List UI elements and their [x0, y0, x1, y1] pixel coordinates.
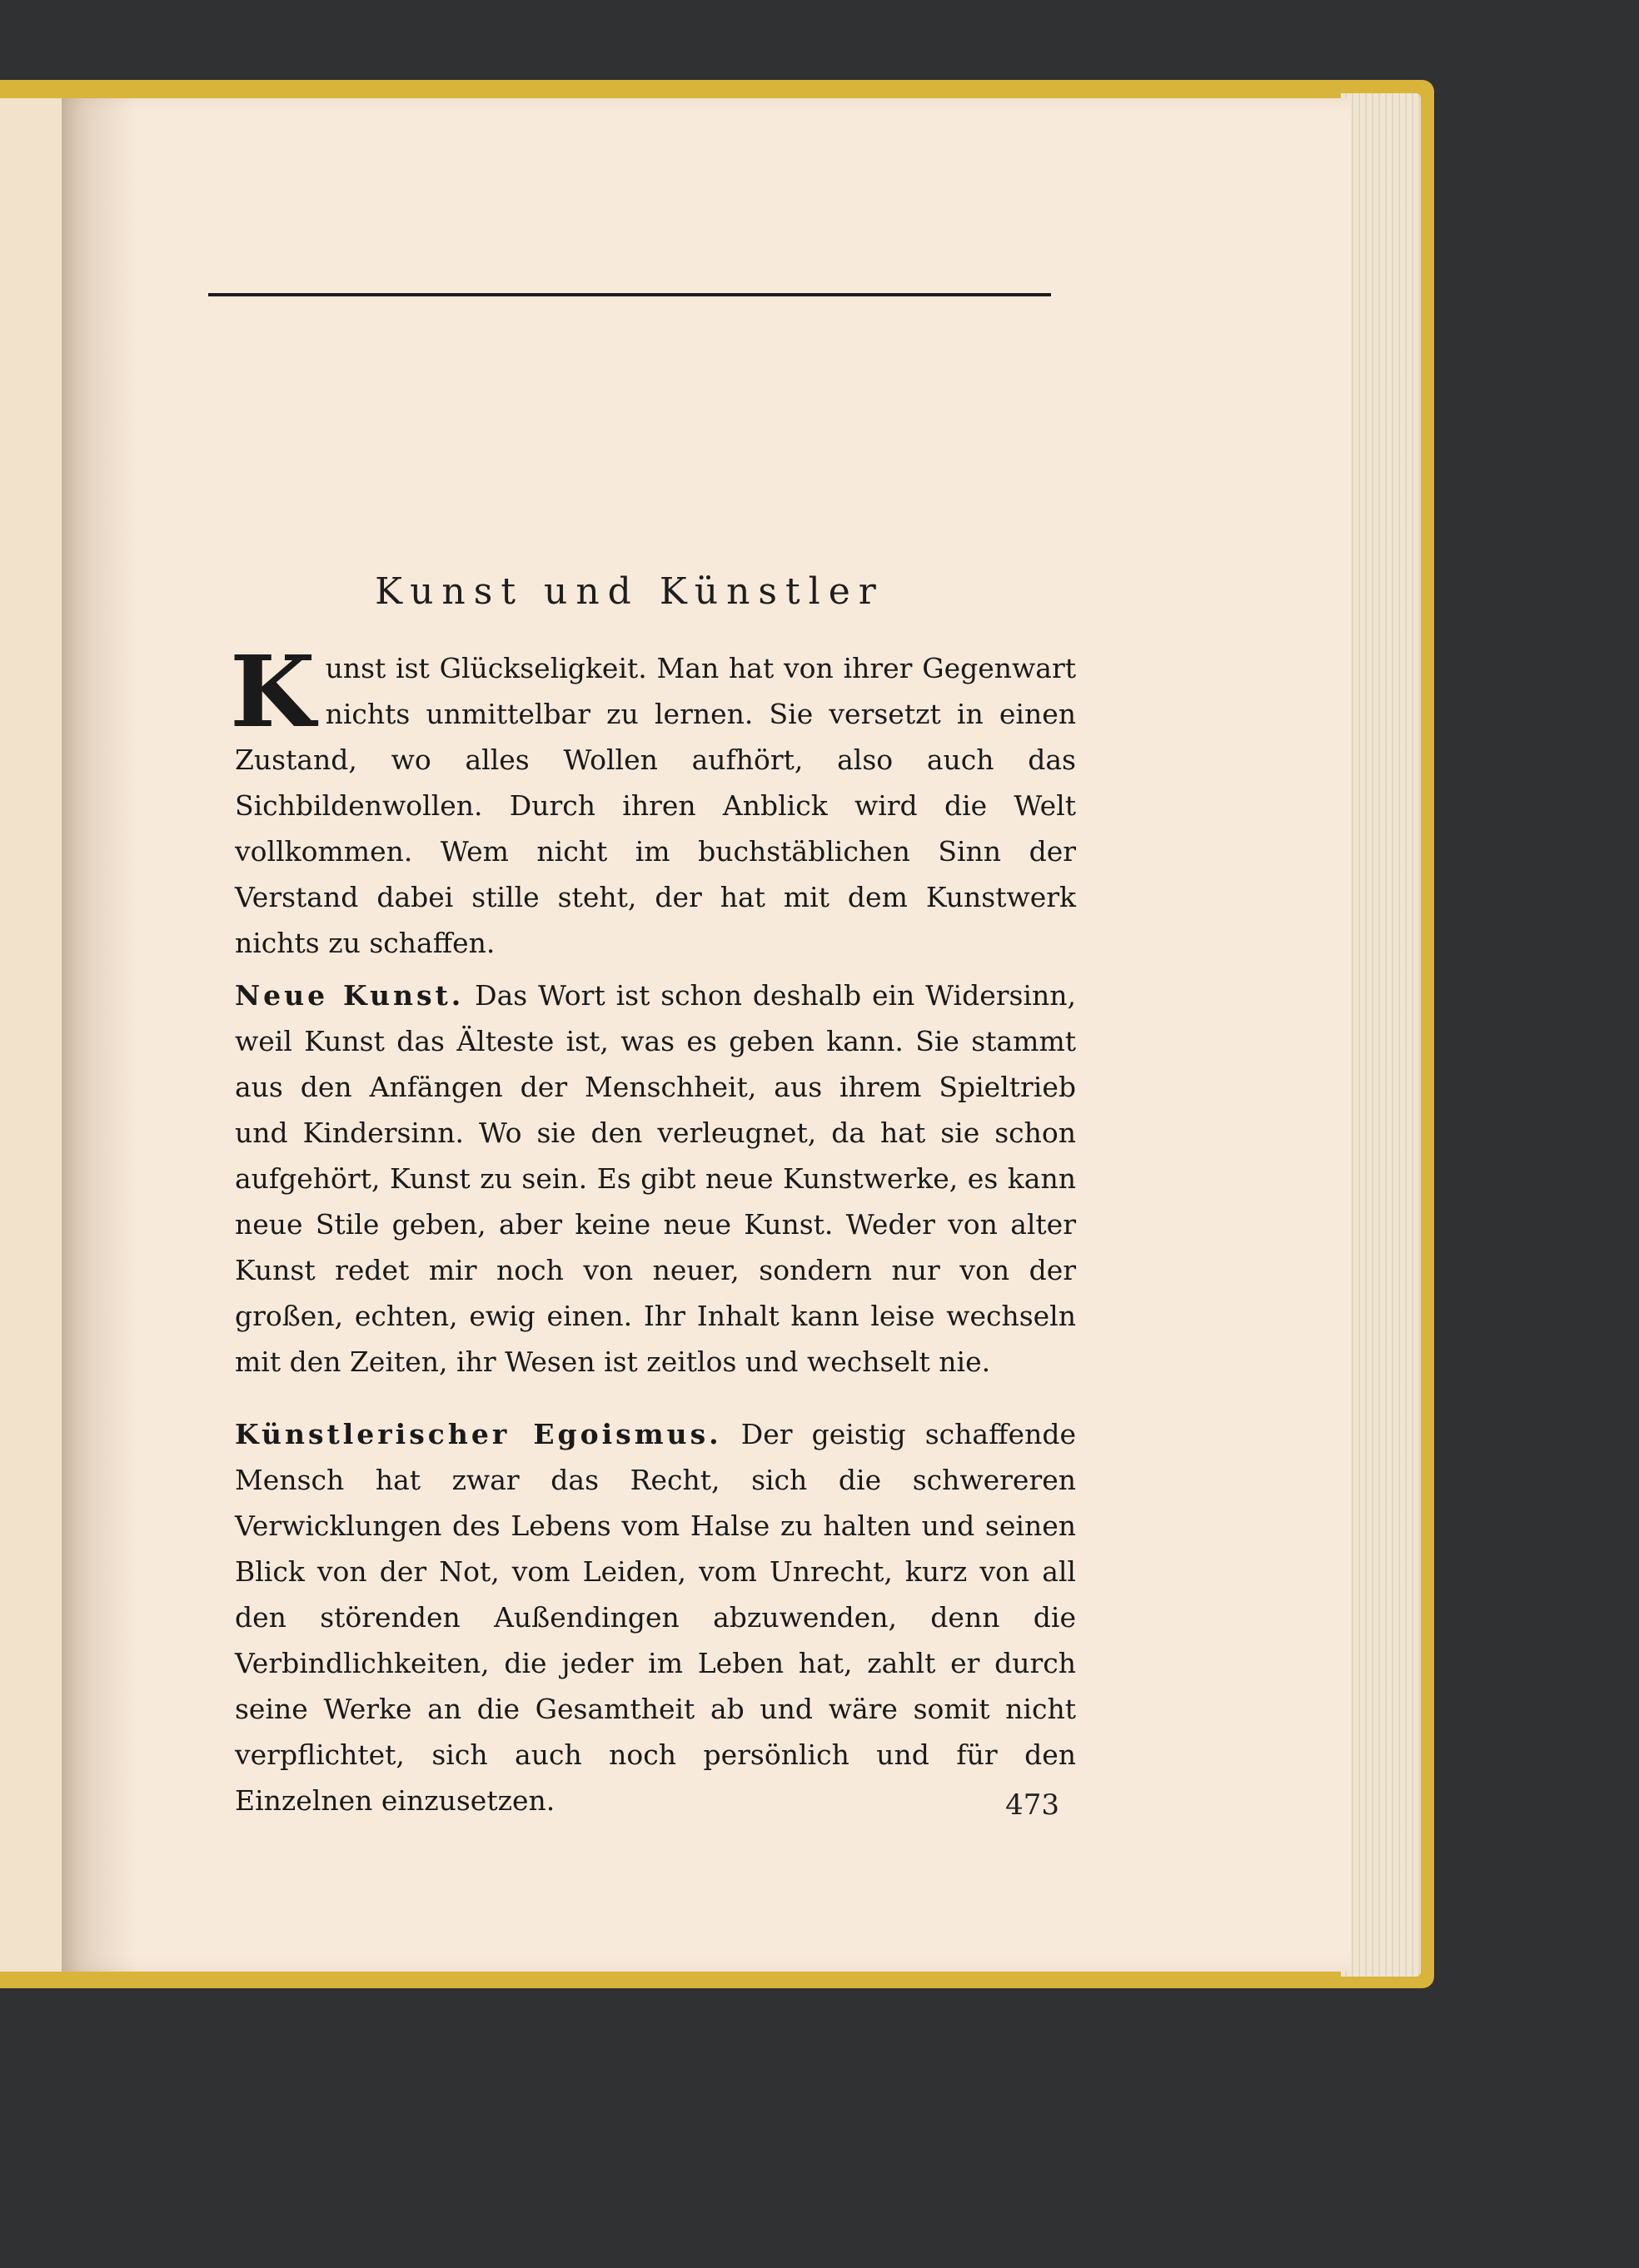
paragraph-1 — [230, 634, 1076, 966]
page-number: 473 — [1005, 1788, 1059, 1822]
paragraph-text: Das Wort ist schon deshalb ein Widersinn, weil Kunst das Älteste ist, was es geben kann. Sie stammt aus den Anfängen der Menschheit, aus ihrem Spieltrieb und Kindersinn. Wo sie den verleugnet, da hat sie schon aufgehört, Kunst zu sein. Es gibt neue Kunstwerke, es kann neue Stile geben, aber keine neue Kunst. Weder von alter Kunst redet mir noch von neuer, sondern nur von der großen, echten, ewig einen. Ihr Inhalt kann leise wechseln mit den Zeiten, ihr Wesen ist zeitlos und wechselt nie. — [235, 979, 1076, 1378]
paragraph-heading: Neue Kunst. — [235, 979, 465, 1012]
left-page — [0, 98, 63, 1972]
paragraph-2 — [235, 972, 1076, 1385]
paragraph-text: Der geistig schaffende Mensch hat zwar das Recht, sich die schwereren Verwicklungen des Lebens vom Halse zu halten und seinen Blick von der Not, vom Leiden, vom Unrecht, kurz von all den störenden Außendingen abzuwenden, denn die Verbindlichkeiten, die jeder im Leben hat, zahlt er durch seine Werke an die Gesamtheit ab und wäre somit nicht verpflichtet, sich auch noch persönlich und für den Einzelnen einzusetzen. — [235, 1418, 1076, 1817]
header-rule — [208, 293, 1051, 296]
paragraph-3 — [235, 1411, 1076, 1823]
page-title: Kunst und Künstler — [375, 570, 884, 613]
gutter-shadow — [62, 98, 137, 1972]
paragraph-text: unst ist Glückseligkeit. Man hat von ihrer Gegenwart nichts unmittelbar zu lernen. Sie versetzt in einen Zustand, wo alles Wollen aufhört, also auch das Sichbildenwollen. Durch ihren Anblick wird die Welt vollkommen. Wem nicht im buchstäblichen Sinn der Verstand dabei stille steht, der hat mit dem Kunstwerk nichts zu schaffen. — [235, 652, 1076, 959]
drop-cap: K — [230, 634, 316, 749]
page-edges — [1341, 93, 1421, 1977]
paragraph-heading: Künstlerischer Egoismus. — [235, 1418, 722, 1450]
